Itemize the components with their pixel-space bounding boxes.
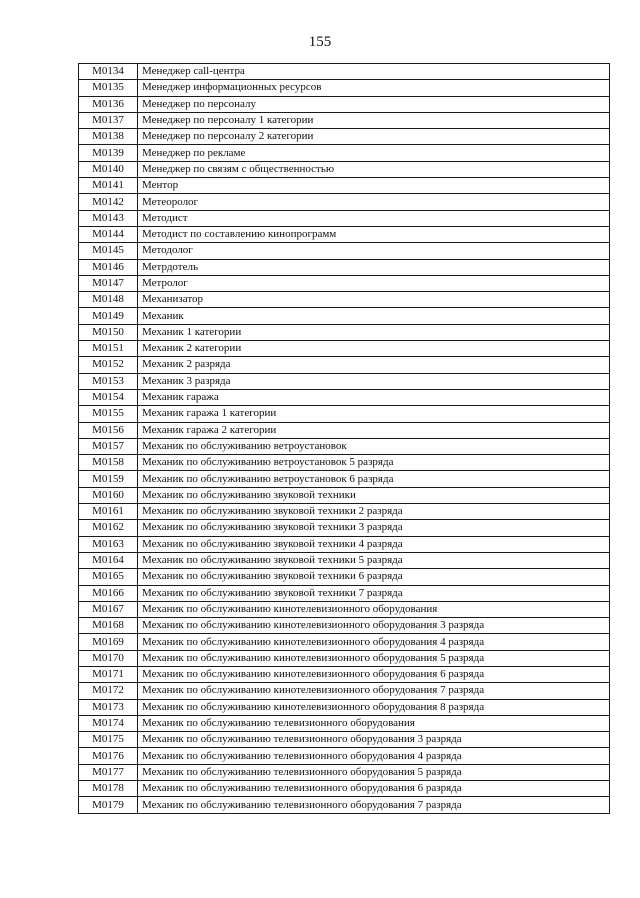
occupation-code-cell: M0156 [79, 422, 138, 438]
occupation-code-cell: M0134 [79, 64, 138, 80]
occupation-name-cell: Механик по обслуживанию кинотелевизионного оборудования [138, 601, 610, 617]
occupation-code-cell: M0147 [79, 275, 138, 291]
table-row [79, 275, 610, 291]
occupation-name-cell: Механик 3 разряда [138, 373, 610, 389]
occupation-code-cell: M0168 [79, 618, 138, 634]
occupation-code-cell: M0159 [79, 471, 138, 487]
table-row [79, 715, 610, 731]
occupation-name-cell: Механик 2 категории [138, 341, 610, 357]
occupation-name-cell: Метеоролог [138, 194, 610, 210]
occupation-table-container [78, 63, 610, 814]
occupation-code-cell: M0152 [79, 357, 138, 373]
occupation-code-cell: M0150 [79, 324, 138, 340]
occupation-code-cell: M0179 [79, 797, 138, 813]
table-row [79, 455, 610, 471]
occupation-name-cell: Механик по обслуживанию телевизионного оборудования 7 разряда [138, 797, 610, 813]
table-row [79, 618, 610, 634]
occupation-code-cell: M0144 [79, 226, 138, 242]
occupation-name-cell: Механик по обслуживанию телевизионного оборудования 3 разряда [138, 732, 610, 748]
occupation-name-cell: Механик гаража [138, 389, 610, 405]
occupation-code-cell: M0175 [79, 732, 138, 748]
table-row [79, 764, 610, 780]
occupation-name-cell: Методист по составлению кинопрограмм [138, 226, 610, 242]
table-row [79, 308, 610, 324]
occupation-code-cell: M0178 [79, 781, 138, 797]
table-row [79, 748, 610, 764]
occupation-name-cell: Механик по обслуживанию телевизионного оборудования 6 разряда [138, 781, 610, 797]
occupation-code-cell: M0161 [79, 504, 138, 520]
occupation-name-cell: Метролог [138, 275, 610, 291]
page-number: 155 [308, 34, 332, 50]
table-row [79, 569, 610, 585]
occupation-code-cell: M0167 [79, 601, 138, 617]
occupation-name-cell: Механик по обслуживанию телевизионного оборудования 4 разряда [138, 748, 610, 764]
occupation-code-cell: M0143 [79, 210, 138, 226]
occupation-code-cell: M0139 [79, 145, 138, 161]
occupation-code-cell: M0140 [79, 161, 138, 177]
table-row [79, 683, 610, 699]
occupation-name-cell: Механик по обслуживанию телевизионного оборудования [138, 715, 610, 731]
occupation-code-cell: M0160 [79, 487, 138, 503]
table-row [79, 129, 610, 145]
table-row [79, 389, 610, 405]
occupation-code-cell: M0158 [79, 455, 138, 471]
table-row [79, 406, 610, 422]
occupation-code-cell: M0136 [79, 96, 138, 112]
table-row [79, 471, 610, 487]
occupation-name-cell: Менеджер по рекламе [138, 145, 610, 161]
occupation-code-cell: M0172 [79, 683, 138, 699]
occupation-code-cell: M0170 [79, 650, 138, 666]
occupation-code-cell: M0173 [79, 699, 138, 715]
occupation-name-cell: Механизатор [138, 292, 610, 308]
occupation-name-cell: Менеджер по персоналу 1 категории [138, 112, 610, 128]
table-row [79, 650, 610, 666]
occupation-code-cell: M0163 [79, 536, 138, 552]
occupation-name-cell: Механик по обслуживанию звуковой техники 6 разряда [138, 569, 610, 585]
table-row [79, 601, 610, 617]
occupation-name-cell: Механик по обслуживанию ветроустановок [138, 438, 610, 454]
table-row [79, 259, 610, 275]
occupation-name-cell: Механик по обслуживанию звуковой техники 2 разряда [138, 504, 610, 520]
table-row [79, 797, 610, 813]
occupation-code-cell: M0149 [79, 308, 138, 324]
occupation-name-cell: Механик по обслуживанию звуковой техники 7 разряда [138, 585, 610, 601]
table-row [79, 487, 610, 503]
occupation-name-cell: Механик по обслуживанию кинотелевизионного оборудования 6 разряда [138, 666, 610, 682]
occupation-name-cell: Механик гаража 2 категории [138, 422, 610, 438]
table-row [79, 732, 610, 748]
table-row [79, 373, 610, 389]
table-row [79, 585, 610, 601]
table-row [79, 292, 610, 308]
occupation-code-cell: M0155 [79, 406, 138, 422]
occupation-code-cell: M0164 [79, 552, 138, 568]
table-row [79, 80, 610, 96]
occupation-name-cell: Механик по обслуживанию кинотелевизионного оборудования 7 разряда [138, 683, 610, 699]
occupation-name-cell: Методист [138, 210, 610, 226]
occupation-code-cell: M0162 [79, 520, 138, 536]
occupation-name-cell: Механик гаража 1 категории [138, 406, 610, 422]
occupation-name-cell: Механик 1 категории [138, 324, 610, 340]
occupation-name-cell: Механик по обслуживанию кинотелевизионного оборудования 4 разряда [138, 634, 610, 650]
table-row [79, 699, 610, 715]
occupation-name-cell: Метрдотель [138, 259, 610, 275]
occupation-name-cell: Менеджер по связям с общественностью [138, 161, 610, 177]
table-row [79, 520, 610, 536]
table-row [79, 64, 610, 80]
table-row [79, 536, 610, 552]
occupation-name-cell: Ментор [138, 178, 610, 194]
occupation-name-cell: Менеджер информационных ресурсов [138, 80, 610, 96]
occupation-name-cell: Механик по обслуживанию ветроустановок 6 разряда [138, 471, 610, 487]
occupation-code-cell: M0176 [79, 748, 138, 764]
occupation-name-cell: Менеджер по персоналу [138, 96, 610, 112]
occupation-name-cell: Менеджер call-центра [138, 64, 610, 80]
table-row [79, 161, 610, 177]
occupation-name-cell: Механик 2 разряда [138, 357, 610, 373]
occupation-code-cell: M0146 [79, 259, 138, 275]
table-row [79, 243, 610, 259]
table-row [79, 552, 610, 568]
occupation-name-cell: Механик по обслуживанию ветроустановок 5 разряда [138, 455, 610, 471]
occupation-name-cell: Методолог [138, 243, 610, 259]
table-row [79, 324, 610, 340]
table-row [79, 96, 610, 112]
occupation-table [78, 63, 610, 814]
occupation-name-cell: Механик [138, 308, 610, 324]
occupation-name-cell: Механик по обслуживанию звуковой техники 3 разряда [138, 520, 610, 536]
occupation-code-cell: M0145 [79, 243, 138, 259]
occupation-code-cell: M0177 [79, 764, 138, 780]
occupation-code-cell: M0154 [79, 389, 138, 405]
occupation-code-cell: M0153 [79, 373, 138, 389]
occupation-code-cell: M0157 [79, 438, 138, 454]
table-row [79, 178, 610, 194]
table-row [79, 341, 610, 357]
occupation-name-cell: Механик по обслуживанию кинотелевизионного оборудования 3 разряда [138, 618, 610, 634]
table-row [79, 666, 610, 682]
occupation-code-cell: M0141 [79, 178, 138, 194]
occupation-code-cell: M0142 [79, 194, 138, 210]
occupation-code-cell: M0169 [79, 634, 138, 650]
occupation-code-cell: M0166 [79, 585, 138, 601]
occupation-code-cell: M0137 [79, 112, 138, 128]
occupation-code-cell: M0151 [79, 341, 138, 357]
occupation-code-cell: M0135 [79, 80, 138, 96]
table-row [79, 145, 610, 161]
occupation-name-cell: Механик по обслуживанию кинотелевизионного оборудования 8 разряда [138, 699, 610, 715]
table-row [79, 210, 610, 226]
occupation-code-cell: M0138 [79, 129, 138, 145]
table-row [79, 194, 610, 210]
table-row [79, 634, 610, 650]
occupation-name-cell: Механик по обслуживанию звуковой техники [138, 487, 610, 503]
table-row [79, 112, 610, 128]
occupation-name-cell: Механик по обслуживанию кинотелевизионного оборудования 5 разряда [138, 650, 610, 666]
occupation-code-cell: M0165 [79, 569, 138, 585]
occupation-name-cell: Механик по обслуживанию звуковой техники 5 разряда [138, 552, 610, 568]
table-row [79, 438, 610, 454]
table-row [79, 504, 610, 520]
occupation-code-cell: M0171 [79, 666, 138, 682]
occupation-table-body [79, 64, 610, 814]
occupation-code-cell: M0174 [79, 715, 138, 731]
occupation-name-cell: Механик по обслуживанию звуковой техники 4 разряда [138, 536, 610, 552]
table-row [79, 781, 610, 797]
table-row [79, 422, 610, 438]
occupation-code-cell: M0148 [79, 292, 138, 308]
occupation-name-cell: Механик по обслуживанию телевизионного оборудования 5 разряда [138, 764, 610, 780]
occupation-name-cell: Менеджер по персоналу 2 категории [138, 129, 610, 145]
table-row [79, 357, 610, 373]
table-row [79, 226, 610, 242]
